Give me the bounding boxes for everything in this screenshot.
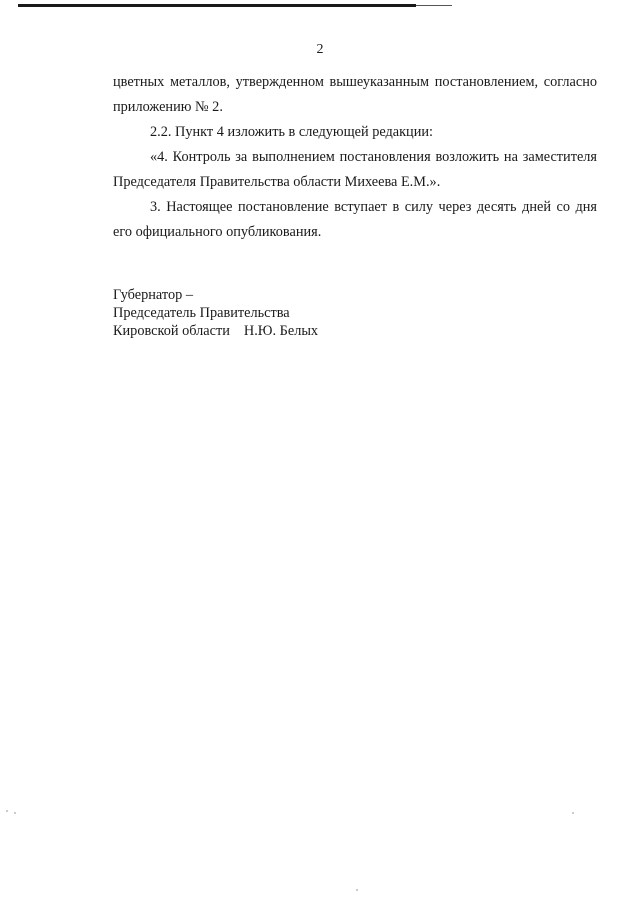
- paragraph-continuation: цветных металлов, утвержденном вышеуказанным постановлением, согласно приложению № 2.: [113, 74, 597, 115]
- paragraph-quoted-item-4: «4. Контроль за выполнением постановления возложить на заместителя Председателя Правительства области Михеева Е.М.».: [113, 149, 597, 190]
- document-body: [113, 70, 597, 245]
- scan-speck: [6, 810, 8, 812]
- scan-speck: [14, 812, 16, 814]
- paragraph-item-3: 3. Настоящее постановление вступает в силу через десять дней со дня его официального опубликования.: [113, 199, 597, 240]
- signature-block: [113, 286, 318, 340]
- page-number: 2: [316, 42, 324, 57]
- signatory-name: Н.Ю. Белых: [243, 323, 319, 339]
- signature-title-chairman: Председатель Правительства: [113, 305, 290, 321]
- scan-speck: [572, 812, 574, 814]
- scan-top-edge-tail: [416, 5, 452, 6]
- scan-top-edge: [18, 4, 416, 7]
- signature-region-line: [113, 322, 318, 340]
- paragraph-item-2-2: 2.2. Пункт 4 изложить в следующей редакции:: [150, 124, 433, 140]
- signature-title-governor: Губернатор –: [113, 287, 193, 303]
- scan-speck: [356, 889, 358, 891]
- signature-region: Кировской области: [113, 323, 230, 339]
